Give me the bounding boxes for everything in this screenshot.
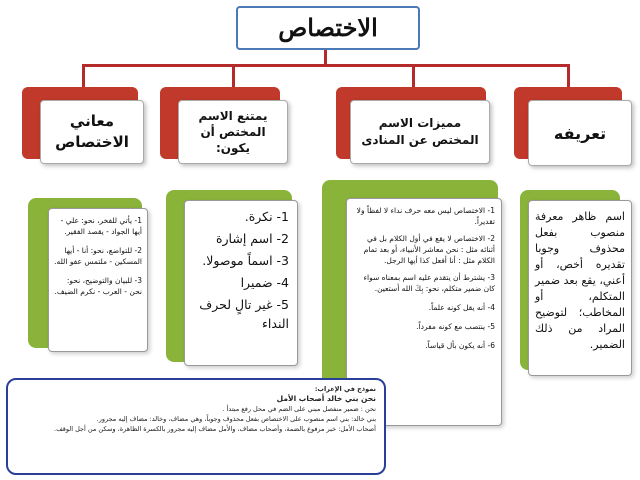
restriction-2: 2- اسم إشارة xyxy=(215,231,289,246)
restriction-1: 1- نكرة. xyxy=(244,209,289,224)
diagram-title: الاختصاص xyxy=(236,6,420,50)
difference-6: 6- أنه يكون بأل قياساً. xyxy=(425,341,495,350)
connector-branch-4 xyxy=(82,64,85,88)
restriction-3: 3- اسماً موصولا. xyxy=(202,253,289,268)
restriction-4: 4- ضميرا xyxy=(240,275,289,290)
example-line-1: نحن : ضمير منفصل مبني على الضم في محل رفع مبتدأ . xyxy=(222,405,376,413)
branch-1-heading: تعريفه xyxy=(528,100,632,166)
meaning-3: 3- للبيان والتوضيح، نحو: نحن - العرب - نكرم الضيف. xyxy=(54,276,142,296)
example-line-2: بني خالد: بني اسم منصوب على الاختصاص بفعل محذوف وجوباً، وهي مضاف، وخالد: مضاف إليه مجرور. xyxy=(96,415,376,423)
difference-3: 3- يشترط أن يتقدم عليه اسم بمعناه سواء كان ضمير متكلم، نحو: بِكَ الله أستعين. xyxy=(363,273,495,293)
branch-3-heading: يمتنع الاسم المختص أن يكون: xyxy=(178,100,288,164)
difference-2: 2- الاختصاص لا يقع في أول الكلام بل في أثنائه مثل : نحن معاشر الأنبياء، أو بعد تمام الكلام مثل : أنا أفعل كذا أيها الرجل. xyxy=(363,234,495,265)
example-sentence: نحن بني خالد أصحاب الأمل xyxy=(276,394,376,403)
branch-2-heading: مميزات الاسم المختص عن المنادى xyxy=(350,100,490,164)
connector-branch-1 xyxy=(567,64,570,88)
connector-branch-2 xyxy=(412,64,415,88)
branch-1-body xyxy=(528,200,632,376)
parsing-example xyxy=(6,378,386,475)
restriction-5: 5- غير تالٍ لحرف النداء xyxy=(199,297,289,331)
meaning-2: 2- للتواضع، نحو: أنا - أيها المسكين - ملتمس عفو الله. xyxy=(54,246,142,266)
definition-text: اسم ظاهر معرفة منصوب بفعل محذوف وجوبا تقديره أخص، أو أعني، يقع بعد ضمير المتكلم، أو المخاطب؛ لتوضيح المراد من ذلك الضمير. xyxy=(535,210,625,351)
branch-4-body xyxy=(48,208,148,352)
example-heading: نموذج في الإعراب: xyxy=(314,385,376,393)
example-line-3: أصحاب الأمل: خبر مرفوع بالضمة، وأصحاب مضاف، والأمل مضاف إليه مجرور بالكسرة الظاهرة، وسكن من أجل الوقف. xyxy=(54,425,376,433)
difference-1: 1- الاختصاص ليس معه حرف نداء لا لفظاً ولا تقديراً. xyxy=(356,206,495,226)
meaning-1: 1- يأتي للفخر، نحو: علي - أيها الجواد - يقصد الفقير. xyxy=(60,216,142,236)
branch-4-heading: معاني الاختصاص xyxy=(40,100,144,164)
branch-3-body xyxy=(184,200,298,366)
connector-horizontal xyxy=(82,64,570,67)
connector-branch-3 xyxy=(232,64,235,88)
difference-5: 5- ينتصب مع كونه مفرداً. xyxy=(416,322,495,331)
difference-4: 4- أنه يقل كونه علماً. xyxy=(428,303,495,312)
